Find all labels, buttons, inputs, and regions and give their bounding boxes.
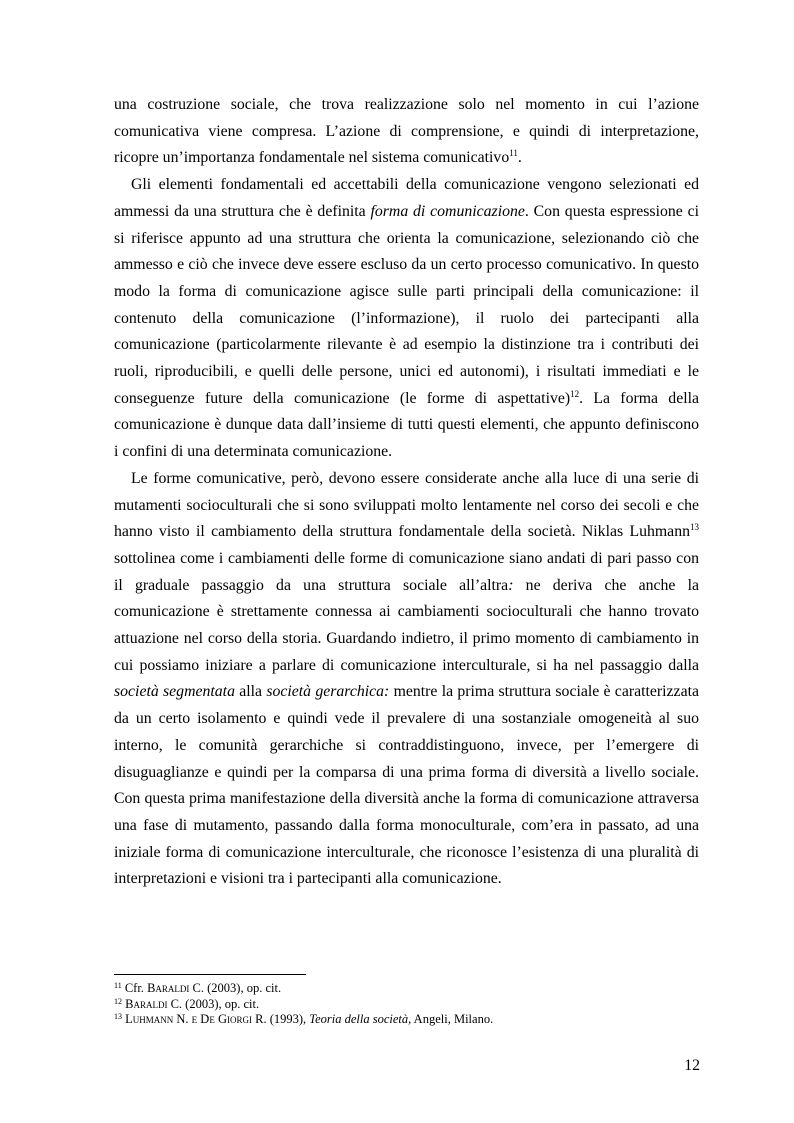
footnotes [114,981,699,1028]
footnote-ref: 11 [509,148,518,159]
text-run: R. (1993), [251,1012,310,1026]
author-name: Luhmann [125,1012,174,1026]
text-run: sottolinea come i cambiamenti delle forme di comunicazione siano andati di pari passo con il graduale passaggio da una struttura sociale all’altra [114,549,699,594]
text-run: mentre la prima struttura sociale è caratterizzata da un certo isolamento e quindi vede il prevalere di una sostanziale omogeneità al suo interno, le comunità gerarchiche si contraddistinguono, invece, per l’emergere di disuguaglianze e quindi per la comparsa di una prima forma di diversità a livello sociale. Con questa prima manifestazione della diversità anche la forma di comunicazione attraversa una fase di mutamento, passando dalla forma monoculturale, com’era in passato, ad una iniziale forma di comunicazione interculturale, che riconosce l’esistenza di una pluralità di interpretazioni e visioni tra i partecipanti alla comunicazione. [114,683,699,888]
footnote-ref: 12 [570,388,580,399]
text-run: ne deriva che anche la comunicazione è strettamente connessa ai cambiamenti socioculturali che hanno trovato attuazione nel corso della storia. Guardando indietro, il primo momento di cambiamento in cui possiamo iniziare a parlare di comunicazione interculturale, si ha nel passaggio dalla [114,576,700,674]
footnote-ref: 12 [114,996,122,1006]
text-run: Gli elementi fondamentali ed accettabili della comunicazione vengono selezionati ed ammessi da una struttura che è definita [114,176,699,220]
footnote-12 [114,997,699,1013]
italic-text: società gerarchica: [266,683,390,701]
footnote-11 [114,981,699,997]
page-number: 12 [684,1057,700,1074]
italic-text: società segmentata [114,683,235,701]
footnote-separator [114,974,306,975]
paragraph-2 [114,172,699,466]
paragraph-1 [114,92,699,172]
paragraph-3 [114,466,699,893]
footnote-ref: 13 [114,1012,122,1021]
author-name: De Giorgi [200,1012,252,1026]
author-name: Baraldi [147,981,190,995]
italic-text: forma di comunicazione [370,202,525,220]
text-run: , Angeli, Milano. [408,1012,494,1026]
text-run: una costruzione sociale, che trova realizzazione solo nel momento in cui l’azione comunicativa viene compresa. L’azione di comprensione, e quindi di interpretazione, ricopre un’importanza fondamentale nel sistema comunicativo [114,96,699,167]
text-run: . [517,149,522,167]
text-run: N. [173,1012,192,1026]
text-run: Le forme comunicative, però, devono essere considerate anche alla luce di una serie di mutamenti socioculturali che si sono sviluppati molto lentamente nel corso dei secoli e che hanno visto il cambiamento della struttura fondamentale della società. Niklas Luhmann [114,469,699,541]
author-name: e [191,1012,198,1026]
italic-text: : [508,576,514,594]
footnote-ref: 11 [114,981,122,990]
text-run: C. (2003), op. cit. [189,981,282,995]
footnote-ref: 13 [690,522,699,533]
text-run: Cfr. [121,981,148,995]
text-run: C. (2003), op. cit. [167,996,260,1011]
text-run: alla [234,683,267,701]
author-name: Baraldi [125,996,168,1011]
text-run: . Con questa espressione ci si riferisce appunto ad una struttura che orienta la comunicazione, selezionando ciò che ammesso e ciò che invece deve essere escluso da un certo processo comunicativo. In questo modo la forma di comunicazione agisce sulle parti principali della comunicazione: il contenuto della comunicazione (l’informazione), il ruolo dei partecipanti alla comunicazione (particolarmente rilevante è ad esempio la distinzione tra i contributi dei ruoli, riproducibili, e quelli delle persone, unici ed autonomi), i risultati immediati e le conseguenze future della comunicazione (le forme di aspettative) [114,202,699,407]
footnote-13 [114,1012,699,1028]
text-run: . La forma della comunicazione è dunque data dall’insieme di tutti questi elementi, che appunto definiscono i confini di una determinata comunicazione. [114,389,699,461]
body-text [114,92,699,893]
italic-text: Teoria della società [309,1012,409,1026]
